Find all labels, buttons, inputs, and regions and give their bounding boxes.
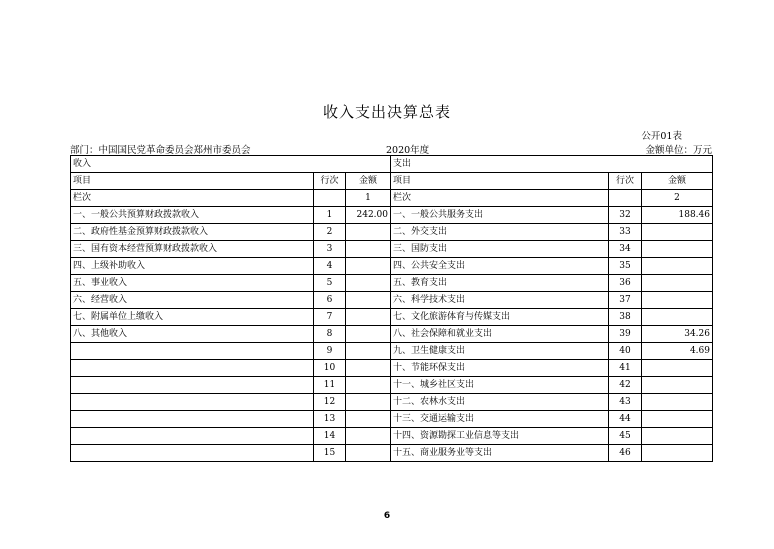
income-line-no-cell: 14 — [314, 428, 346, 445]
income-item-cell: 四、上级补助收入 — [71, 258, 314, 275]
expense-item-cell: 十三、交通运输支出 — [391, 411, 609, 428]
expense-item-cell: 十一、城乡社区支出 — [391, 377, 609, 394]
expense-item-cell: 八、社会保障和就业支出 — [391, 326, 609, 343]
expense-item-cell: 十二、农林水支出 — [391, 394, 609, 411]
expense-amount-cell — [642, 275, 713, 292]
income-line-no-cell: 4 — [314, 258, 346, 275]
income-line-no-cell: 1 — [314, 207, 346, 224]
expense-line-no-cell: 46 — [609, 445, 642, 462]
expense-item-cell: 一、一般公共服务支出 — [391, 207, 609, 224]
expense-item-cell: 十四、资源勘探工业信息等支出 — [391, 428, 609, 445]
expense-amount-cell — [642, 224, 713, 241]
income-line-no-cell: 15 — [314, 445, 346, 462]
department-label: 部门：中国国民党革命委员会郑州市委员会 — [70, 145, 251, 156]
income-line-no-cell: 5 — [314, 275, 346, 292]
income-item-cell: 二、政府性基金预算财政拨款收入 — [71, 224, 314, 241]
expense-amount-cell — [642, 360, 713, 377]
income-amount-header: 金额 — [346, 173, 391, 190]
income-amount-cell — [346, 309, 391, 326]
expense-amount-cell — [642, 445, 713, 462]
income-amount-cell — [346, 292, 391, 309]
expense-item-cell: 五、教育支出 — [391, 275, 609, 292]
column-index-label: 栏次 — [71, 190, 314, 207]
income-item-cell: 八、其他收入 — [71, 326, 314, 343]
income-amount-cell — [346, 394, 391, 411]
expense-line-no-header: 行次 — [609, 173, 642, 190]
income-amount-cell — [346, 241, 391, 258]
income-line-no-cell: 7 — [314, 309, 346, 326]
expense-line-no-cell: 34 — [609, 241, 642, 258]
column-header-row — [71, 173, 713, 190]
expense-amount-cell: 188.46 — [642, 207, 713, 224]
income-item-cell — [71, 411, 314, 428]
income-amount-cell — [346, 326, 391, 343]
income-item-cell: 五、事业收入 — [71, 275, 314, 292]
page-number: 6 — [383, 511, 391, 521]
income-amount-cell — [346, 343, 391, 360]
income-item-cell — [71, 445, 314, 462]
expense-line-no-cell: 37 — [609, 292, 642, 309]
income-item-cell: 六、经营收入 — [71, 292, 314, 309]
expense-amount-cell — [642, 258, 713, 275]
income-amount-cell — [346, 377, 391, 394]
table-row — [71, 343, 713, 360]
expense-amount-cell: 34.26 — [642, 326, 713, 343]
table-row — [71, 411, 713, 428]
expense-line-no-cell: 45 — [609, 428, 642, 445]
income-item-cell — [71, 360, 314, 377]
income-amount-cell: 242.00 — [346, 207, 391, 224]
table-row — [71, 292, 713, 309]
expense-line-no-cell: 36 — [609, 275, 642, 292]
expense-line-no-cell: 32 — [609, 207, 642, 224]
income-amount-cell — [346, 411, 391, 428]
income-amount-cell — [346, 445, 391, 462]
table-row — [71, 275, 713, 292]
income-line-no-cell: 11 — [314, 377, 346, 394]
income-expense-table — [70, 155, 713, 462]
expense-line-no-cell: 39 — [609, 326, 642, 343]
income-item-cell: 一、一般公共预算财政拨款收入 — [71, 207, 314, 224]
expense-line-no-cell: 33 — [609, 224, 642, 241]
expense-line-no-cell: 38 — [609, 309, 642, 326]
expense-amount-cell — [642, 428, 713, 445]
expense-line-no-cell: 35 — [609, 258, 642, 275]
income-amount-cell — [346, 224, 391, 241]
income-line-no-cell: 8 — [314, 326, 346, 343]
income-line-no-cell: 12 — [314, 394, 346, 411]
expense-line-no-cell: 44 — [609, 411, 642, 428]
year-label: 2020年度 — [386, 145, 430, 156]
expense-item-cell: 十五、商业服务业等支出 — [391, 445, 609, 462]
income-line-no-header: 行次 — [314, 173, 346, 190]
expense-amount-cell — [642, 377, 713, 394]
table-row — [71, 360, 713, 377]
table-row — [71, 224, 713, 241]
table-row — [71, 326, 713, 343]
income-line-no-cell: 10 — [314, 360, 346, 377]
table-row — [71, 445, 713, 462]
expense-item-cell: 四、公共安全支出 — [391, 258, 609, 275]
table-row — [71, 207, 713, 224]
column-index-blank — [314, 190, 346, 207]
expense-line-no-cell: 41 — [609, 360, 642, 377]
income-line-no-cell: 3 — [314, 241, 346, 258]
amount-unit-label: 金额单位：万元 — [645, 145, 712, 156]
expense-item-header: 项目 — [391, 173, 609, 190]
income-item-cell: 三、国有资本经营预算财政拨款收入 — [71, 241, 314, 258]
income-item-cell — [71, 377, 314, 394]
income-line-no-cell: 2 — [314, 224, 346, 241]
table-row — [71, 394, 713, 411]
income-amount-cell — [346, 258, 391, 275]
expense-column-index: 2 — [642, 190, 713, 207]
income-item-cell — [71, 428, 314, 445]
income-item-cell: 七、附属单位上缴收入 — [71, 309, 314, 326]
expense-item-cell: 九、卫生健康支出 — [391, 343, 609, 360]
expense-amount-cell — [642, 292, 713, 309]
income-item-cell — [71, 343, 314, 360]
income-section-header: 收入 — [71, 156, 391, 173]
column-index-row — [71, 190, 713, 207]
expense-item-cell: 七、文化旅游体育与传媒支出 — [391, 309, 609, 326]
expense-amount-cell: 4.69 — [642, 343, 713, 360]
page-title: 收入支出决算总表 — [322, 103, 451, 121]
table-row — [71, 258, 713, 275]
expense-amount-cell — [642, 411, 713, 428]
expense-amount-header: 金额 — [642, 173, 713, 190]
expense-item-cell: 六、科学技术支出 — [391, 292, 609, 309]
column-index-blank — [609, 190, 642, 207]
income-amount-cell — [346, 428, 391, 445]
income-line-no-cell: 9 — [314, 343, 346, 360]
expense-item-cell: 十、节能环保支出 — [391, 360, 609, 377]
table-row — [71, 428, 713, 445]
form-code: 公开01表 — [641, 131, 682, 142]
expense-line-no-cell: 40 — [609, 343, 642, 360]
table-row — [71, 241, 713, 258]
expense-amount-cell — [642, 309, 713, 326]
expense-amount-cell — [642, 394, 713, 411]
expense-amount-cell — [642, 241, 713, 258]
income-line-no-cell: 13 — [314, 411, 346, 428]
income-column-index: 1 — [346, 190, 391, 207]
income-item-cell — [71, 394, 314, 411]
expense-section-header: 支出 — [391, 156, 713, 173]
income-amount-cell — [346, 360, 391, 377]
table-row — [71, 377, 713, 394]
expense-line-no-cell: 43 — [609, 394, 642, 411]
section-header-row — [71, 156, 713, 173]
income-line-no-cell: 6 — [314, 292, 346, 309]
expense-line-no-cell: 42 — [609, 377, 642, 394]
expense-item-cell: 二、外交支出 — [391, 224, 609, 241]
table-row — [71, 309, 713, 326]
expense-item-cell: 三、国防支出 — [391, 241, 609, 258]
column-index-label: 栏次 — [391, 190, 609, 207]
income-amount-cell — [346, 275, 391, 292]
income-item-header: 项目 — [71, 173, 314, 190]
